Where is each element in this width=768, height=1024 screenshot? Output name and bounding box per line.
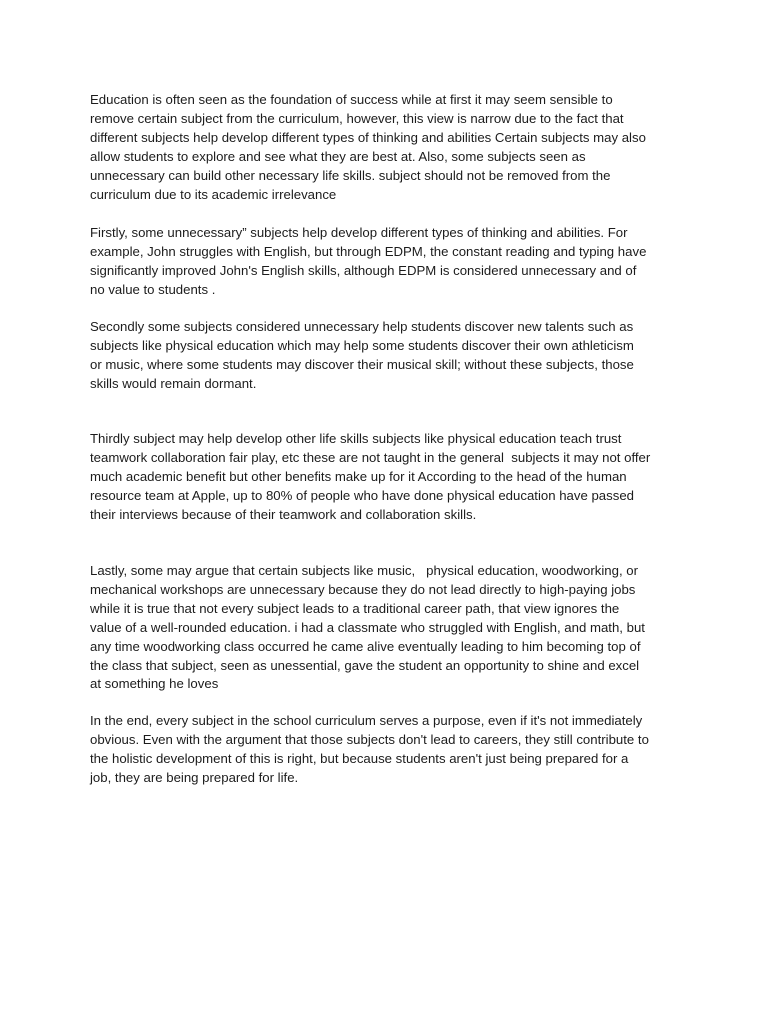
text-line: In the end, every subject in the school curriculum serves a purpose, even if it's not immediately <box>90 713 643 728</box>
text-line: the holistic development of this is right, but because students aren't just being prepared for a <box>90 750 629 766</box>
text-line: their interviews because of their teamwork and collaboration skills. <box>90 506 477 522</box>
text-line: subjects like physical education which may help some students discover their own athleticism <box>90 337 634 353</box>
paragraph-lastly <box>90 562 690 694</box>
text-line: Secondly some subjects considered unnecessary help students discover new talents such as <box>90 319 634 334</box>
text-line: much academic benefit but other benefits make up for it According to the head of the human <box>90 468 627 484</box>
text-line: the class that subject, seen as unessential, gave the student an opportunity to shine and excel <box>90 657 640 673</box>
text-line: or music, where some students may discover their musical skill; without these subjects, those <box>90 356 634 372</box>
text-line: remove certain subject from the curriculum, however, this view is narrow due to the fact that <box>90 110 624 126</box>
text-line: job, they are being prepared for life. <box>90 769 299 785</box>
paragraph-thirdly <box>90 430 690 525</box>
text-line: at something he loves <box>90 676 219 692</box>
text-line: skills would remain dormant. <box>90 375 257 391</box>
text-line: mechanical workshops are unnecessary because they do not lead directly to high-paying jobs <box>90 581 636 597</box>
text-line: resource team at Apple, up to 80% of people who have done physical education have passed <box>90 487 634 503</box>
paragraph-firstly <box>90 224 690 300</box>
text-line: allow students to explore and see what they are best at. Also, some subjects seen as <box>90 148 586 164</box>
paragraph-introduction <box>90 91 690 204</box>
text-line: curriculum due to its academic irrelevance <box>90 186 337 202</box>
text-line: value of a well-rounded education. i had a classmate who struggled with English, and math, but <box>90 619 645 635</box>
text-line: different subjects help develop different types of thinking and abilities Certain subjects may also <box>90 129 646 145</box>
text-line: teamwork collaboration fair play, etc these are not taught in the general subjects it may not offer <box>90 449 651 465</box>
text-line: Lastly, some may argue that certain subjects like music, physical education, woodworking, or <box>90 563 639 578</box>
text-line: no value to students . <box>90 281 216 297</box>
paragraph-secondly <box>90 318 690 394</box>
text-line: Firstly, some unnecessary” subjects help develop different types of thinking and abilities. For <box>90 225 628 240</box>
text-line: Education is often seen as the foundation of success while at first it may seem sensible to <box>90 92 613 107</box>
text-line: while it is true that not every subject leads to a traditional career path, that view ignores the <box>90 600 620 616</box>
text-line: unnecessary can build other necessary life skills. subject should not be removed from the <box>90 167 611 183</box>
paragraph-conclusion <box>90 712 690 788</box>
text-line: any time woodworking class occurred he came alive eventually leading to him becoming top of <box>90 638 641 654</box>
text-line: Thirdly subject may help develop other life skills subjects like physical education teach trust <box>90 431 622 446</box>
text-line: example, John struggles with English, but through EDPM, the constant reading and typing have <box>90 243 647 259</box>
text-line: obvious. Even with the argument that those subjects don't lead to careers, they still contribute to <box>90 731 649 747</box>
text-line: significantly improved John's English skills, although EDPM is considered unnecessary and of <box>90 262 637 278</box>
